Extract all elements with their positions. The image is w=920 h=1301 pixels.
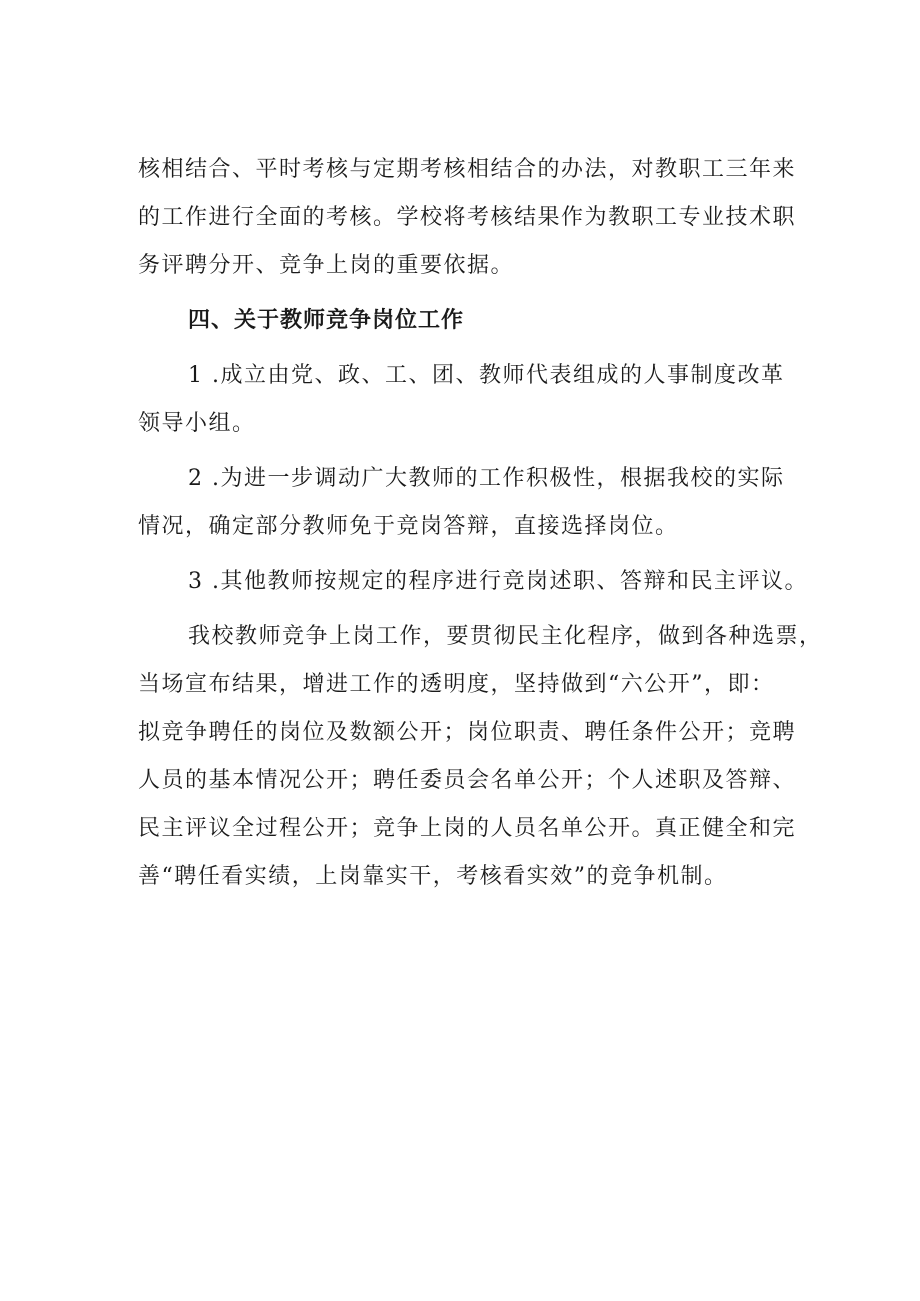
text-line: 的工作进行全面的考核。学校将考核结果作为教职工专业技术职 (138, 205, 797, 230)
list-item-1 (138, 352, 788, 448)
paragraph-continuation (138, 146, 797, 290)
text-line: 当场宣布结果，增进工作的透明度，坚持做到“六公开”，即： (138, 672, 775, 697)
text-line: 我校教师竞争上岗工作，要贯彻民主化程序，做到各种选票， (188, 624, 823, 649)
text-line: 1 .成立由党、政、工、团、教师代表组成的人事制度改革 (188, 363, 785, 388)
text-line: 2 .为进一步调动广大教师的工作积极性，根据我校的实际 (188, 466, 785, 491)
text-line: 核相结合、平时考核与定期考核相结合的办法，对教职工三年来 (138, 157, 797, 182)
document-body (138, 146, 823, 901)
text-line: 民主评议全过程公开；竞争上岗的人员名单公开。真正健全和完 (138, 816, 797, 841)
section-heading: 四、关于教师竞争岗位工作 (188, 308, 465, 333)
text-line: 拟竞争聘任的岗位及数额公开；岗位职责、聘任条件公开；竞聘 (138, 720, 797, 745)
list-item-3 (138, 558, 808, 606)
text-line: 领导小组。 (138, 411, 256, 436)
text-line: 情况，确定部分教师免于竞岗答辩，直接选择岗位。 (138, 514, 679, 539)
text-line: 人员的基本情况公开；聘任委员会名单公开；个人述职及答辩、 (138, 768, 797, 793)
list-item-2 (138, 455, 788, 551)
text-line: 善“聘任看实绩，上岗靠实干，考核看实效”的竞争机制。 (138, 864, 728, 889)
text-line: 3 .其他教师按规定的程序进行竞岗述职、答辩和民主评议。 (188, 569, 808, 594)
text-line: 务评聘分开、竞争上岗的重要依据。 (138, 253, 515, 278)
paragraph-six-openings (138, 613, 823, 901)
